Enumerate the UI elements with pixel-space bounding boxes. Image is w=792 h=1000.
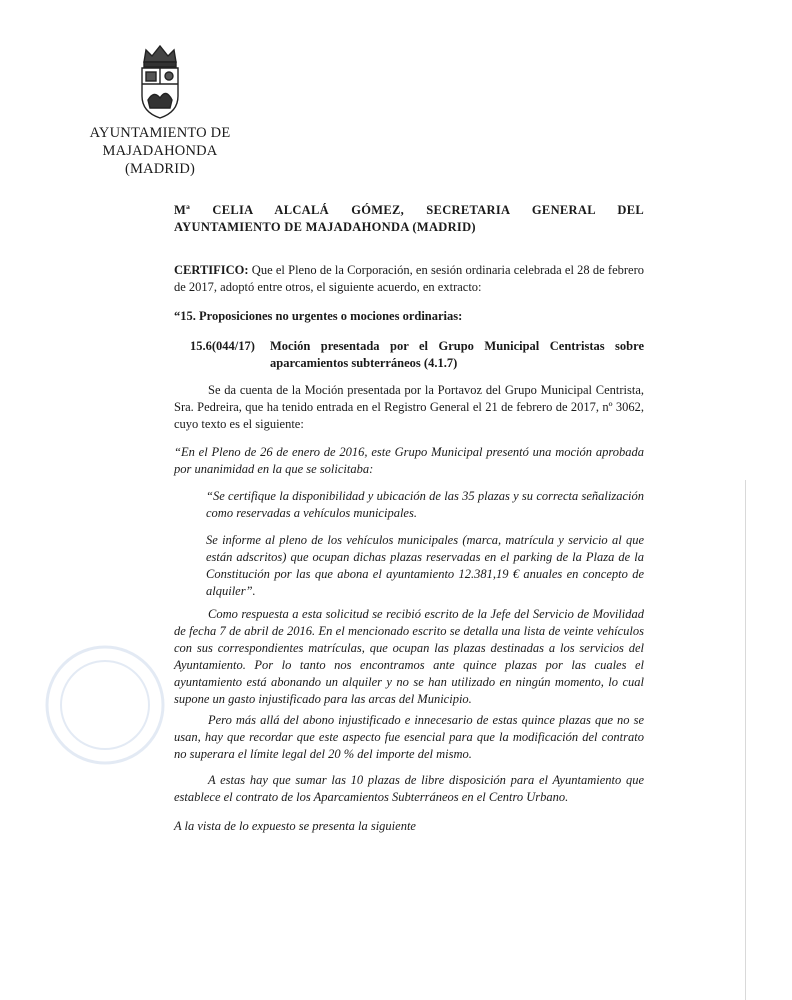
certification-paragraph — [174, 262, 644, 296]
quote-intro: “En el Pleno de 26 de enero de 2016, este Grupo Municipal presentó una moción aprobada por unanimidad en la que se solicitaba: — [174, 445, 644, 476]
paragraph-contract: Pero más allá del abono injustificado e innecesario de estas quince plazas que no se usan, hay que recordar que este aspecto fue esencial para que la modificación del contrato no superara el límite legal del 20 % del importe del mismo. — [174, 713, 644, 761]
org-line-3: (MADRID) — [124, 161, 196, 177]
paragraph-response: Como respuesta a esta solicitud se recibió escrito de la Jefe del Servicio de Movilidad de fecha 7 de abril de 2016. En el mencionado escrito se detalla una lista de veinte vehículos con sus correspondientes matrículas, que ocupan las plazas destinadas a los servicios del Ayuntamiento. Por lo tanto nos encontramos ante quince plazas por las cuales el ayuntamiento está abonando un alquiler y no se han utilizado en ningún momento, lo cual supone un gasto injustificado para las arcas del Municipio. — [174, 607, 644, 706]
document-heading — [174, 202, 644, 236]
coat-of-arms-icon — [134, 40, 186, 120]
org-line-2: MAJADAHONDA — [102, 143, 218, 159]
heading-line-1: Mª CELIA ALCALÁ GÓMEZ, SECRETARIA GENERAL DEL — [174, 203, 644, 217]
page-edge-shadow — [745, 480, 746, 1000]
quote-item-2: Se informe al pleno de los vehículos municipales (marca, matrícula y servicio al que están adscritos) que ocupan dichas plazas reservadas en el parking de la Plaza de la Constitución por las que abona el ayuntamiento 12.381,19 € anuales en concepto de alquiler”. — [206, 533, 644, 598]
certification-label: CERTIFICO: — [174, 263, 249, 277]
faded-seal-stamp — [40, 640, 170, 770]
intro-paragraph: Se da cuenta de la Moción presentada por la Portavoz del Grupo Municipal Centrista, Sra. Pedreira, que ha tenido entrada en el Registro General el 21 de febrero de 2017, nº 3062, cuyo texto es el siguiente: — [174, 383, 644, 431]
organization-name — [80, 124, 240, 178]
quote-item-1: “Se certifique la disponibilidad y ubicación de las 35 plazas y su correcta señalización como reservadas a vehículos municipales. — [206, 489, 644, 520]
motion-title: Moción presentada por el Grupo Municipal Centristas sobre aparcamientos subterráneos (4.1.7) — [270, 339, 644, 370]
heading-line-2: AYUNTAMIENTO DE MAJADAHONDA (MADRID) — [174, 220, 476, 234]
proposals-heading: “15. Proposiciones no urgentes o mociones ordinarias: — [174, 309, 463, 323]
paragraph-conclusion: A la vista de lo expuesto se presenta la siguiente — [174, 819, 416, 833]
motion-number: 15.6(044/17) — [190, 339, 255, 353]
org-line-1: AYUNTAMIENTO DE — [89, 125, 231, 141]
paragraph-free-spaces: A estas hay que sumar las 10 plazas de libre disposición para el Ayuntamiento que establece el contrato de los Aparcamientos Subterráneos en el Centro Urbano. — [174, 773, 644, 804]
motion-title-block — [190, 338, 644, 372]
certification-text: Que el Pleno de la Corporación, en sesión ordinaria celebrada el 28 de febrero de 2017, adoptó entre otros, el siguiente acuerdo, en extracto: — [174, 263, 644, 294]
